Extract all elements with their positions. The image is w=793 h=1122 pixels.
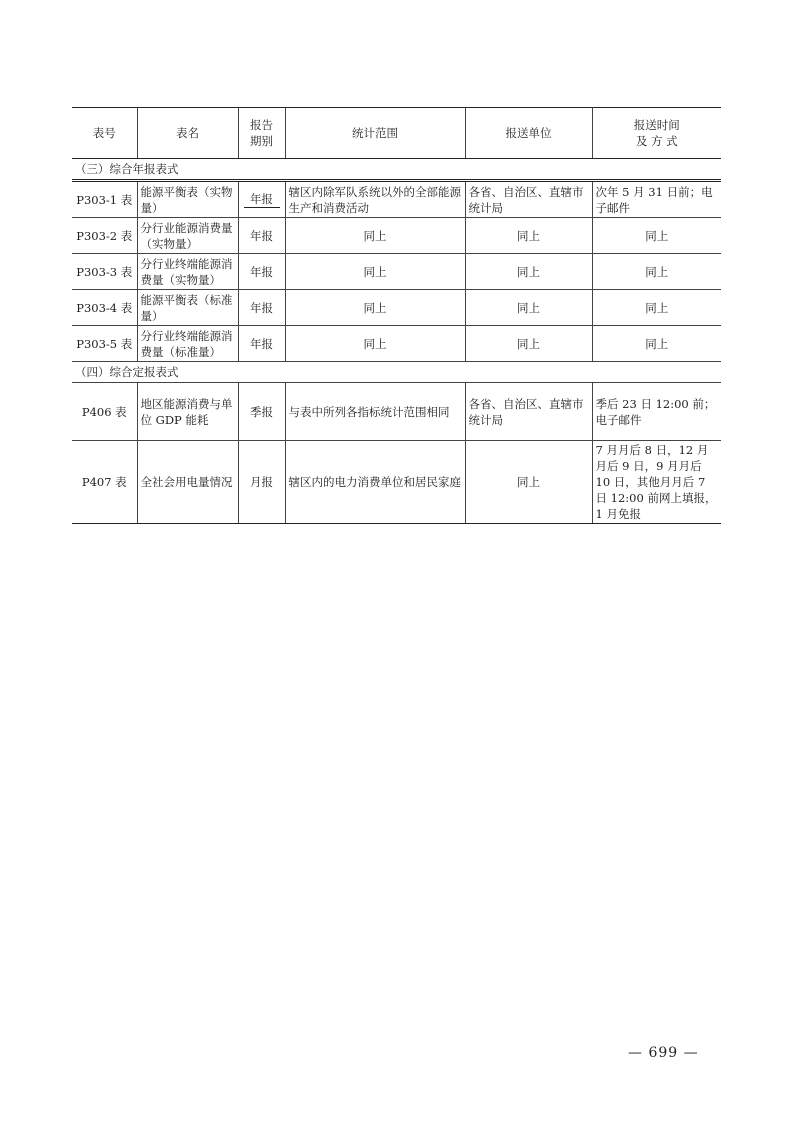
table-name-cell: 分行业能源消费量（实物量） [137, 218, 238, 254]
table-row [72, 441, 721, 524]
table-row [72, 181, 721, 218]
header-unit: 报送单位 [465, 108, 592, 159]
unit-cell: 同上 [465, 254, 592, 290]
header-time: 报送时间 及 方 式 [592, 108, 721, 159]
time-cell: 季后 23 日 12:00 前；电子邮件 [592, 383, 721, 441]
table-name-cell: 能源平衡表（实物量） [137, 181, 238, 218]
header-table-name: 表名 [137, 108, 238, 159]
table-no-cell: P303-1 表 [72, 181, 137, 218]
header-scope: 统计范围 [285, 108, 465, 159]
section-title: （四）综合定报表式 [72, 362, 721, 383]
table-name-cell: 地区能源消费与单位 GDP 能耗 [137, 383, 238, 441]
period-cell: 季报 [238, 383, 285, 441]
table-header-row [72, 108, 721, 159]
scope-cell: 同上 [285, 254, 465, 290]
page-number: — 699 — [628, 1045, 699, 1061]
table-no-cell: P303-5 表 [72, 326, 137, 362]
period-cell [238, 181, 285, 218]
period-cell: 年报 [238, 218, 285, 254]
scope-cell: 同上 [285, 290, 465, 326]
period-cell: 年报 [238, 254, 285, 290]
table-name-cell: 能源平衡表（标准量） [137, 290, 238, 326]
table-row [72, 290, 721, 326]
time-cell: 同上 [592, 218, 721, 254]
scope-cell: 与表中所列各指标统计范围相同 [285, 383, 465, 441]
scope-cell: 同上 [285, 326, 465, 362]
time-cell: 同上 [592, 326, 721, 362]
table-row [72, 254, 721, 290]
unit-cell: 同上 [465, 218, 592, 254]
period-value: 年报 [244, 192, 280, 208]
unit-cell: 各省、自治区、直辖市统计局 [465, 181, 592, 218]
period-cell: 月报 [238, 441, 285, 524]
time-cell: 同上 [592, 290, 721, 326]
time-cell: 次年 5 月 31 日前；电子邮件 [592, 181, 721, 218]
time-cell: 同上 [592, 254, 721, 290]
table-name-cell: 分行业终端能源消费量（标准量） [137, 326, 238, 362]
table-no-cell: P303-3 表 [72, 254, 137, 290]
table-no-cell: P407 表 [72, 441, 137, 524]
header-table-no: 表号 [72, 108, 137, 159]
section-row [72, 362, 721, 383]
unit-cell: 同上 [465, 290, 592, 326]
time-cell: 7 月月后 8 日，12 月月后 9 日，9 月月后 10 日，其他月月后 7 日 12:00 前网上填报，1 月免报 [592, 441, 721, 524]
table-row [72, 218, 721, 254]
table-no-cell: P303-2 表 [72, 218, 137, 254]
table-row [72, 326, 721, 362]
table-row [72, 383, 721, 441]
table-name-cell: 全社会用电量情况 [137, 441, 238, 524]
section-title: （三）综合年报表式 [72, 159, 721, 181]
unit-cell: 同上 [465, 441, 592, 524]
statistical-report-table [72, 107, 721, 524]
scope-cell: 同上 [285, 218, 465, 254]
table-no-cell: P406 表 [72, 383, 137, 441]
header-period: 报告 期别 [238, 108, 285, 159]
unit-cell: 各省、自治区、直辖市统计局 [465, 383, 592, 441]
period-cell: 年报 [238, 290, 285, 326]
scope-cell: 辖区内除军队系统以外的全部能源生产和消费活动 [285, 181, 465, 218]
table-no-cell: P303-4 表 [72, 290, 137, 326]
scope-cell: 辖区内的电力消费单位和居民家庭 [285, 441, 465, 524]
table-name-cell: 分行业终端能源消费量（实物量） [137, 254, 238, 290]
section-row [72, 159, 721, 181]
period-cell: 年报 [238, 326, 285, 362]
unit-cell: 同上 [465, 326, 592, 362]
